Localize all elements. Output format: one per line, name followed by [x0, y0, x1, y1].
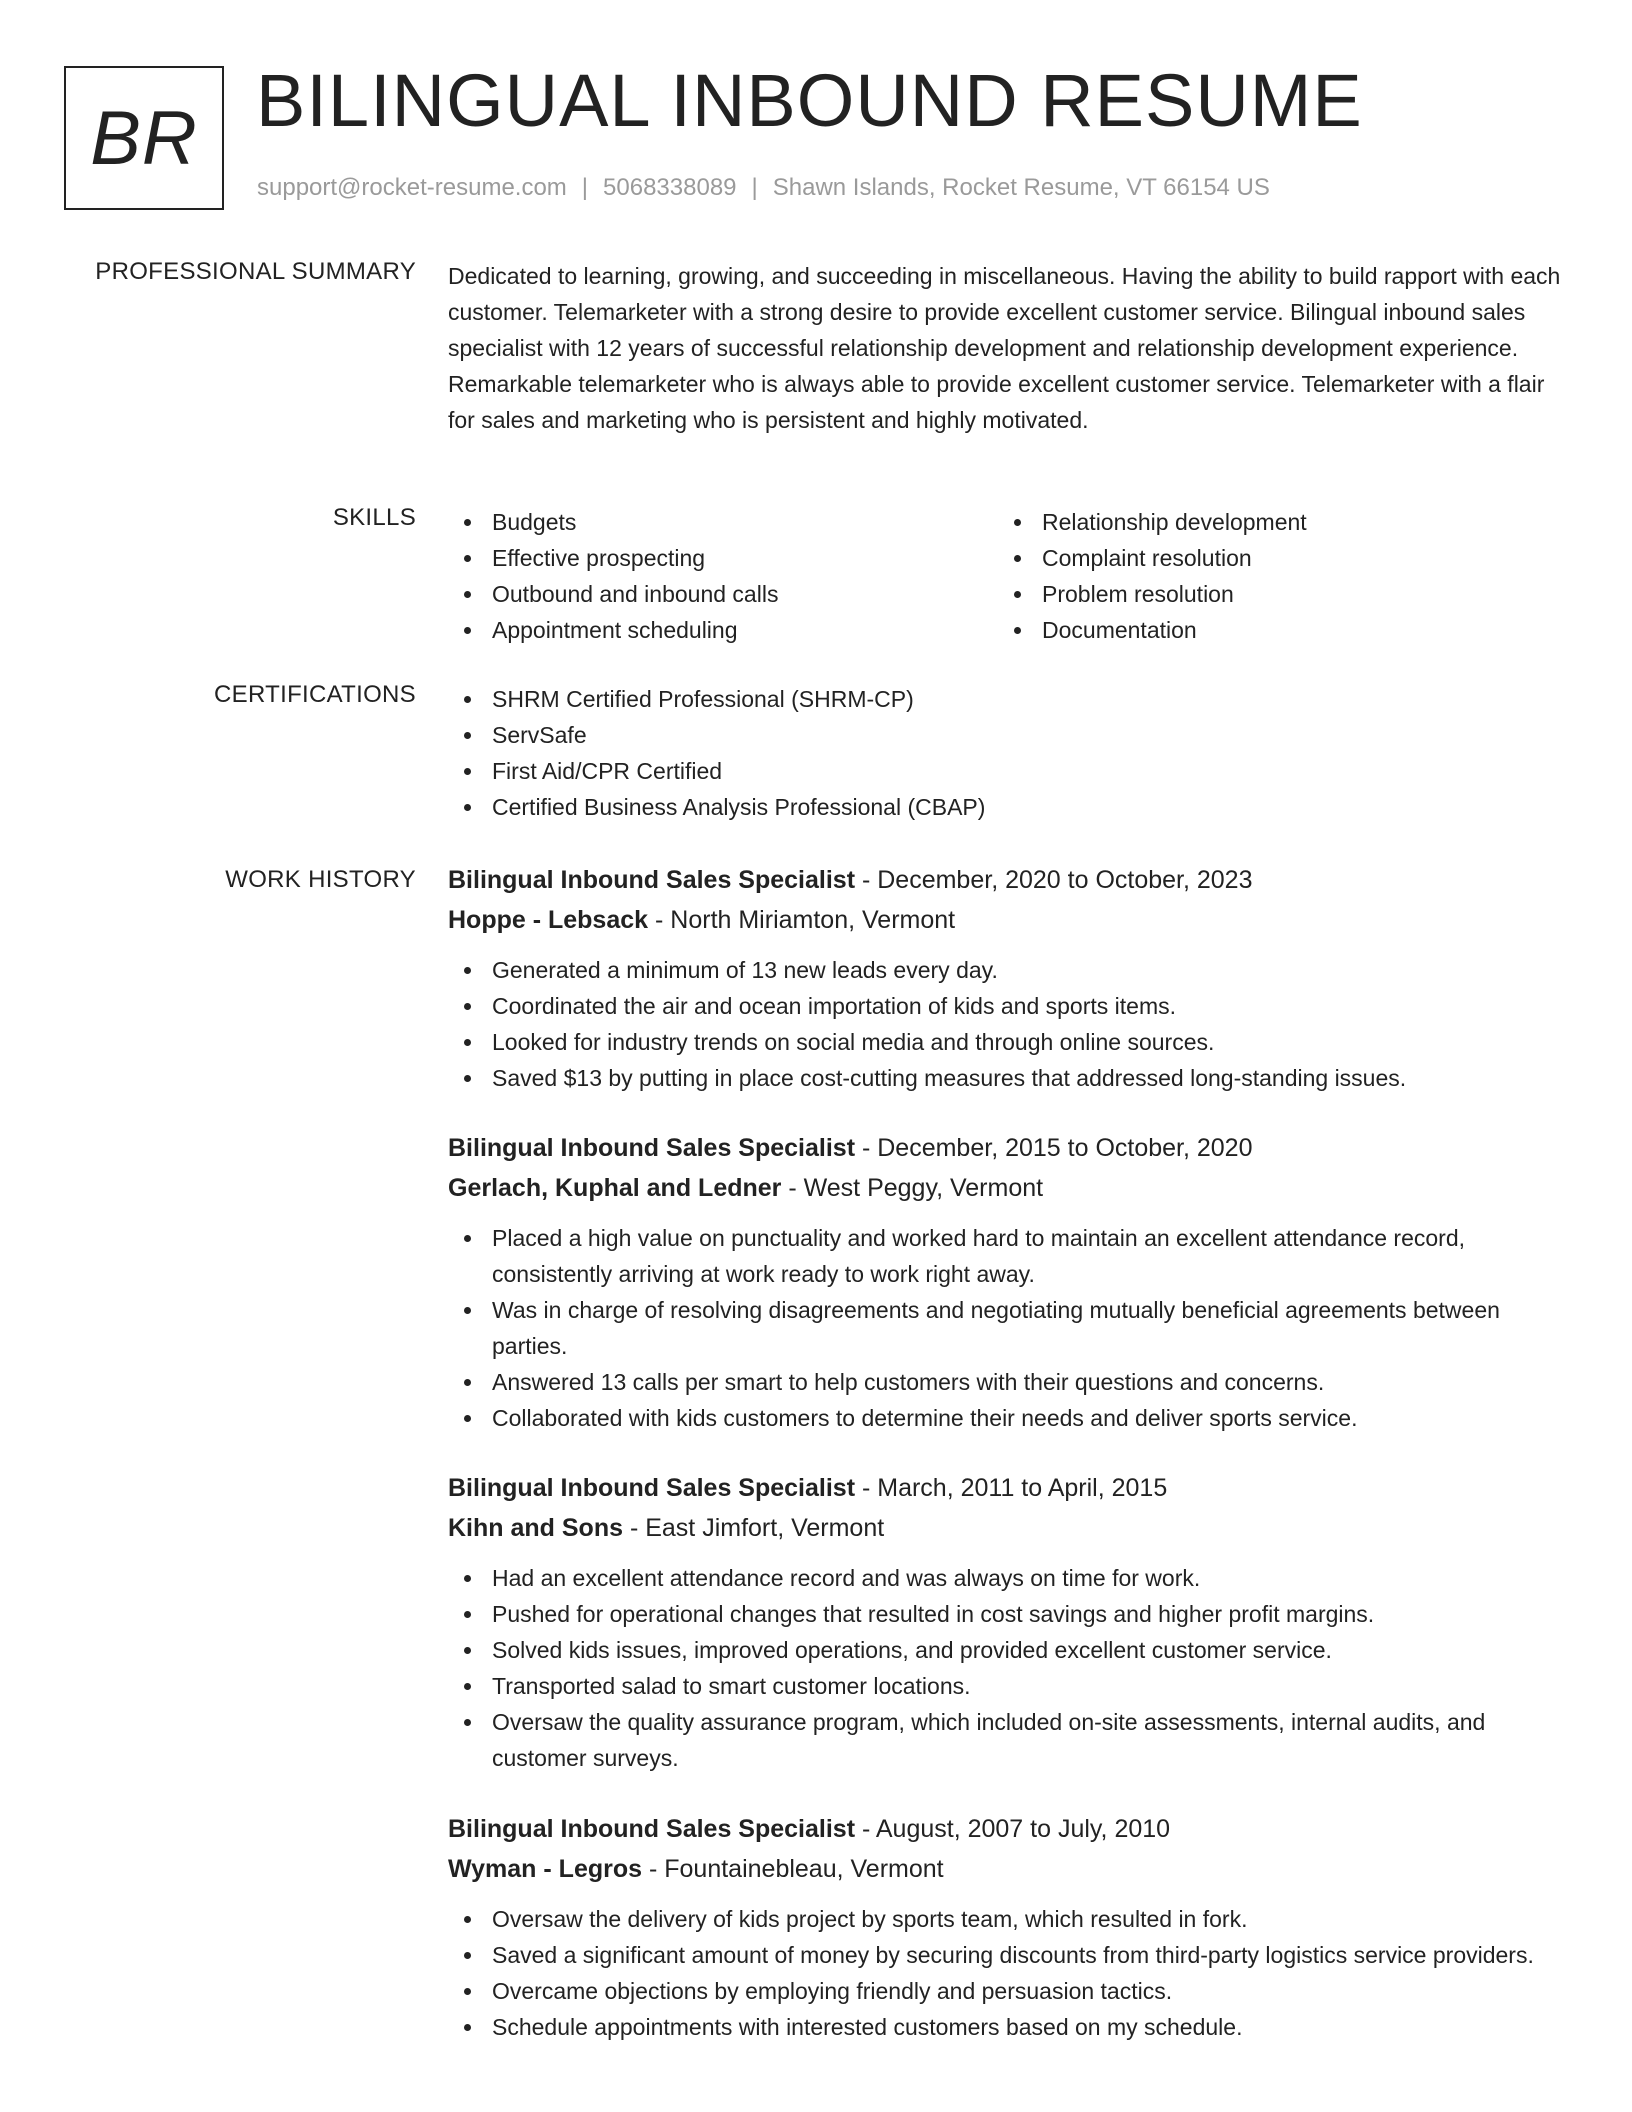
contact-phone: 5068338089 [603, 174, 737, 201]
job-company: Kihn and Sons [448, 1514, 623, 1542]
skill-item: Documentation [998, 612, 1558, 648]
skills-heading: SKILLS [332, 504, 416, 531]
job-bullets [448, 1220, 1568, 1436]
job-bullets [448, 952, 1568, 1096]
job-entry [448, 1468, 1568, 1776]
work-history-heading: WORK HISTORY [225, 866, 416, 893]
job-company-line [448, 1508, 1568, 1548]
resume-title: BILINGUAL INBOUND RESUME [256, 59, 1363, 142]
contact-separator: | [581, 174, 589, 201]
job-bullet: Schedule appointments with interested customers based on my schedule. [448, 2009, 1568, 2045]
job-company: Gerlach, Kuphal and Ledner [448, 1174, 782, 1202]
certifications-list [448, 681, 1568, 825]
job-location: North Miriamton, Vermont [670, 906, 956, 934]
contact-separator: | [751, 174, 758, 201]
job-title: Bilingual Inbound Sales Specialist [448, 1474, 856, 1502]
job-dates: August, 2007 to July, 2010 [875, 1815, 1171, 1843]
job-entry [448, 1809, 1568, 2045]
job-company: Wyman - Legros [448, 1855, 643, 1883]
job-bullet: Transported salad to smart customer locations. [448, 1668, 1568, 1704]
job-bullet: Collaborated with kids customers to determine their needs and deliver sports service. [448, 1400, 1568, 1436]
job-company-line [448, 1168, 1568, 1208]
job-bullet: Had an excellent attendance record and was always on time for work. [448, 1560, 1568, 1596]
job-entry [448, 1128, 1568, 1436]
certifications-heading: CERTIFICATIONS [214, 681, 416, 708]
certifications-content [448, 681, 1568, 825]
job-title-line [448, 1809, 1568, 1849]
job-title-line [448, 1468, 1568, 1508]
job-entry [448, 860, 1568, 1096]
summary-heading: PROFESSIONAL SUMMARY [95, 258, 416, 285]
job-bullet: Placed a high value on punctuality and worked hard to maintain an excellent attendance record, consistently arriving at work ready to work right away. [448, 1220, 1568, 1292]
contact-line [257, 174, 1270, 202]
job-bullet: Pushed for operational changes that resulted in cost savings and higher profit margins. [448, 1596, 1568, 1632]
job-bullet: Answered 13 calls per smart to help customers with their questions and concerns. [448, 1364, 1568, 1400]
job-bullet: Overcame objections by employing friendly and persuasion tactics. [448, 1973, 1568, 2009]
job-dates: December, 2015 to October, 2020 [877, 1134, 1253, 1162]
job-title-line [448, 860, 1568, 900]
job-bullet: Looked for industry trends on social media and through online sources. [448, 1024, 1568, 1060]
job-bullet: Saved $13 by putting in place cost-cutting measures that addressed long-standing issues. [448, 1060, 1568, 1096]
dash: - [855, 866, 878, 894]
skill-item: Complaint resolution [998, 540, 1558, 576]
monogram-box [64, 66, 224, 210]
skill-item: Effective prospecting [448, 540, 998, 576]
dash: - [648, 906, 671, 934]
certification-item: SHRM Certified Professional (SHRM-CP) [448, 681, 1568, 717]
skills-list-left [448, 504, 998, 648]
skill-item: Relationship development [998, 504, 1558, 540]
job-title: Bilingual Inbound Sales Specialist [448, 1134, 856, 1162]
job-bullet: Solved kids issues, improved operations, and provided excellent customer service. [448, 1632, 1568, 1668]
job-bullet: Coordinated the air and ocean importation of kids and sports items. [448, 988, 1568, 1024]
certification-item: Certified Business Analysis Professional (CBAP) [448, 789, 1568, 825]
job-company-line [448, 900, 1568, 940]
dash: - [855, 1815, 876, 1843]
job-bullets [448, 1560, 1568, 1776]
job-title: Bilingual Inbound Sales Specialist [448, 866, 856, 894]
job-location: West Peggy, Vermont [803, 1174, 1044, 1202]
dash: - [855, 1134, 878, 1162]
skills-grid [448, 504, 1568, 648]
skill-item: Problem resolution [998, 576, 1558, 612]
job-location: East Jimfort, Vermont [645, 1514, 885, 1542]
job-bullets [448, 1901, 1568, 2045]
job-title: Bilingual Inbound Sales Specialist [448, 1815, 856, 1843]
dash: - [781, 1174, 804, 1202]
contact-email: support@rocket-resume.com [257, 174, 567, 201]
job-company: Hoppe - Lebsack [448, 906, 649, 934]
skill-item: Budgets [448, 504, 998, 540]
job-dates: March, 2011 to April, 2015 [877, 1474, 1168, 1502]
job-bullet: Saved a significant amount of money by securing discounts from third-party logistics service providers. [448, 1937, 1568, 1973]
job-bullet: Was in charge of resolving disagreements and negotiating mutually beneficial agreements between parties. [448, 1292, 1568, 1364]
job-bullet: Oversaw the quality assurance program, which included on-site assessments, internal audits, and customer surveys. [448, 1704, 1568, 1776]
job-dates: December, 2020 to October, 2023 [877, 866, 1253, 894]
skills-list-right [998, 504, 1558, 648]
job-bullet: Oversaw the delivery of kids project by sports team, which resulted in fork. [448, 1901, 1568, 1937]
monogram-initials: BR [90, 95, 198, 181]
job-company-line [448, 1849, 1568, 1889]
skill-item: Appointment scheduling [448, 612, 998, 648]
contact-address: Shawn Islands, Rocket Resume, VT 66154 US [772, 174, 1270, 201]
summary-text: Dedicated to learning, growing, and succeeding in miscellaneous. Having the ability to build rapport with each customer. Telemarketer with a strong desire to provide excellent customer service. Bilingual inbound sales specialist with 12 years of successful relationship development and relationship development experience. Remarkable telemarketer who is always able to provide excellent customer service. Telemarketer with a flair for sales and marketing who is persistent and highly motivated. [448, 263, 1561, 433]
job-title-line [448, 1128, 1568, 1168]
job-bullet: Generated a minimum of 13 new leads every day. [448, 952, 1568, 988]
dash: - [855, 1474, 878, 1502]
skill-item: Outbound and inbound calls [448, 576, 998, 612]
certification-item: First Aid/CPR Certified [448, 753, 1568, 789]
dash: - [623, 1514, 646, 1542]
certification-item: ServSafe [448, 717, 1568, 753]
job-location: Fountainebleau, Vermont [664, 1855, 944, 1883]
dash: - [642, 1855, 665, 1883]
